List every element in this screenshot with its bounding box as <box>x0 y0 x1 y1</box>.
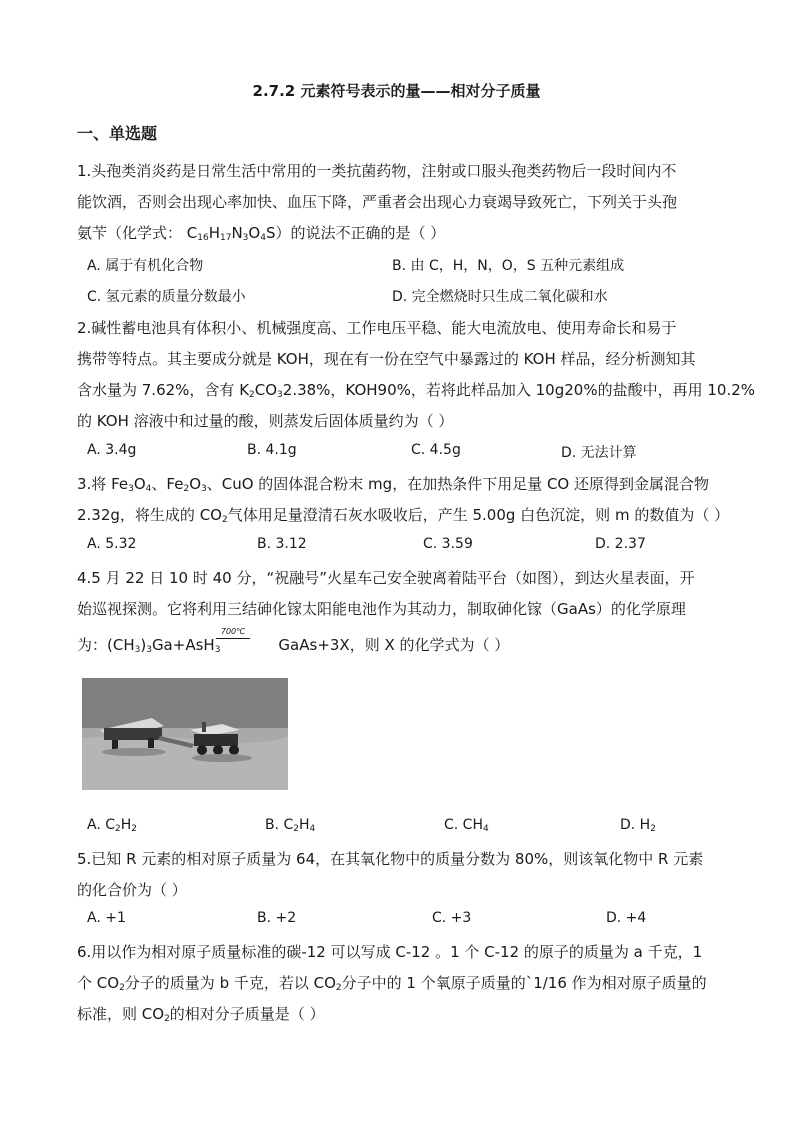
q1-line-1: 1.头孢类消炎药是日常生活中常用的一类抗菌药物，注射或口服头孢类药物后一段时间内不 <box>77 162 677 180</box>
q5-line-2: 的化合价为（ ） <box>77 881 187 899</box>
mars-rover-illustration <box>82 678 288 790</box>
q4-line-2: 始巡视探测。它将利用三结砷化镓太阳能电池作为其动力，制取砷化镓（GaAs）的化学原理 <box>77 600 686 618</box>
q3-line-2: 2.32g，将生成的 $CO_2$气体用足量澄清石灰水吸收后，产生 5.00g 白色沉淀，则 m 的数值为（ ） <box>77 506 730 525</box>
q5-line-1: 5.已知 R 元素的相对原子质量为 64，在其氧化物中的质量分数为 80%，则该氧化物中 R 元素 <box>77 850 704 868</box>
q4-option-d: D. $H_2$ <box>620 817 656 834</box>
q2-option-d: D. 无法计算 <box>561 445 637 461</box>
mars-rover-photo <box>82 678 288 790</box>
q6-line-1: 6.用以作为相对原子质量标准的碳-12 可以写成 C-12 。1 个 C-12 的原子的质量为 a 千克，1 <box>77 943 703 961</box>
q5-option-b: B. +2 <box>257 910 297 926</box>
q3-option-a: A. 5.32 <box>87 536 137 552</box>
q5-option-d: D. +4 <box>606 910 647 926</box>
section-heading: 一、单选题 <box>77 124 158 143</box>
q2-option-a: A. 3.4g <box>87 442 137 458</box>
q4-option-b: B. $C_2H_4$ <box>265 817 316 834</box>
q2-line-3: 含水量为 7.62%，含有 $K_2CO_32.38\%$，KOH90%，若将此样品加入 10g20%的盐酸中，再用 10.2% <box>77 381 756 400</box>
q2-line-2: 携带等特点。其主要成分就是 KOH，现在有一份在空气中暴露过的 KOH 样品，经分析测知其 <box>77 350 696 368</box>
q6-line-2: 个 $CO_2$分子的质量为 b 千克，若以 $CO_2$分子中的 1 个氧原子质量的`1/16 作为相对原子质量的 <box>77 974 707 993</box>
q4-option-a: A. $C_2H_2$ <box>87 817 138 834</box>
q1-line-2: 能饮酒，否则会出现心率加快、血压下降，严重者会出现心力衰竭导致死亡，下列关于头孢 <box>77 193 678 211</box>
q3-option-c: C. 3.59 <box>423 536 473 552</box>
q5-option-a: A. +1 <box>87 910 126 926</box>
q1-option-c: C. 氢元素的质量分数最小 <box>87 289 246 305</box>
q2-line-1: 2.碱性蓄电池具有体积小、机械强度高、工作电压平稳、能大电流放电、使用寿命长和易于 <box>77 319 677 337</box>
q2-option-c: C. 4.5g <box>411 442 461 458</box>
q4-line-3: 为：$(CH_3)_3Ga+AsH_3$ GaAs+3X，则 X 的化学式为（ ） <box>77 636 510 655</box>
reaction-temperature: 700℃ <box>220 627 246 636</box>
q6-line-3: 标准，则 $CO_2$的相对分子质量是（ ） <box>77 1005 325 1024</box>
document-title: 2.7.2 元素符号表示的量——相对分子质量 <box>252 82 541 100</box>
reaction-condition <box>216 627 250 641</box>
q3-option-d: D. 2.37 <box>595 536 646 552</box>
q3-option-b: B. 3.12 <box>257 536 307 552</box>
q1-line-3: 氨苄（化学式： $C_{16}H_{17}N_3O_4S$）的说法不正确的是（ ） <box>77 224 446 243</box>
q2-option-b: B. 4.1g <box>247 442 297 458</box>
reaction-arrow-line <box>216 638 250 641</box>
q1-option-d: D. 完全燃烧时只生成二氧化碳和水 <box>392 289 608 305</box>
q3-line-1: 3.将 $Fe_3O_4$、$Fe_2O_3$、CuO 的固体混合粉末 mg，在加热条件下用足量 CO 还原得到金属混合物 <box>77 475 710 494</box>
q4-line-1: 4.5 月 22 日 10 时 40 分，“祝融号”火星车己安全驶离着陆平台（如图），到达火星表面，开 <box>77 569 695 587</box>
q4-option-c: C. $CH_4$ <box>444 817 489 834</box>
q1-option-a: A. 属于有机化合物 <box>87 258 204 274</box>
q1-option-b: B. 由 C，H，N，O，S 五种元素组成 <box>392 258 625 274</box>
q2-line-4: 的 KOH 溶液中和过量的酸，则蒸发后固体质量约为（ ） <box>77 412 454 430</box>
q5-option-c: C. +3 <box>432 910 472 926</box>
